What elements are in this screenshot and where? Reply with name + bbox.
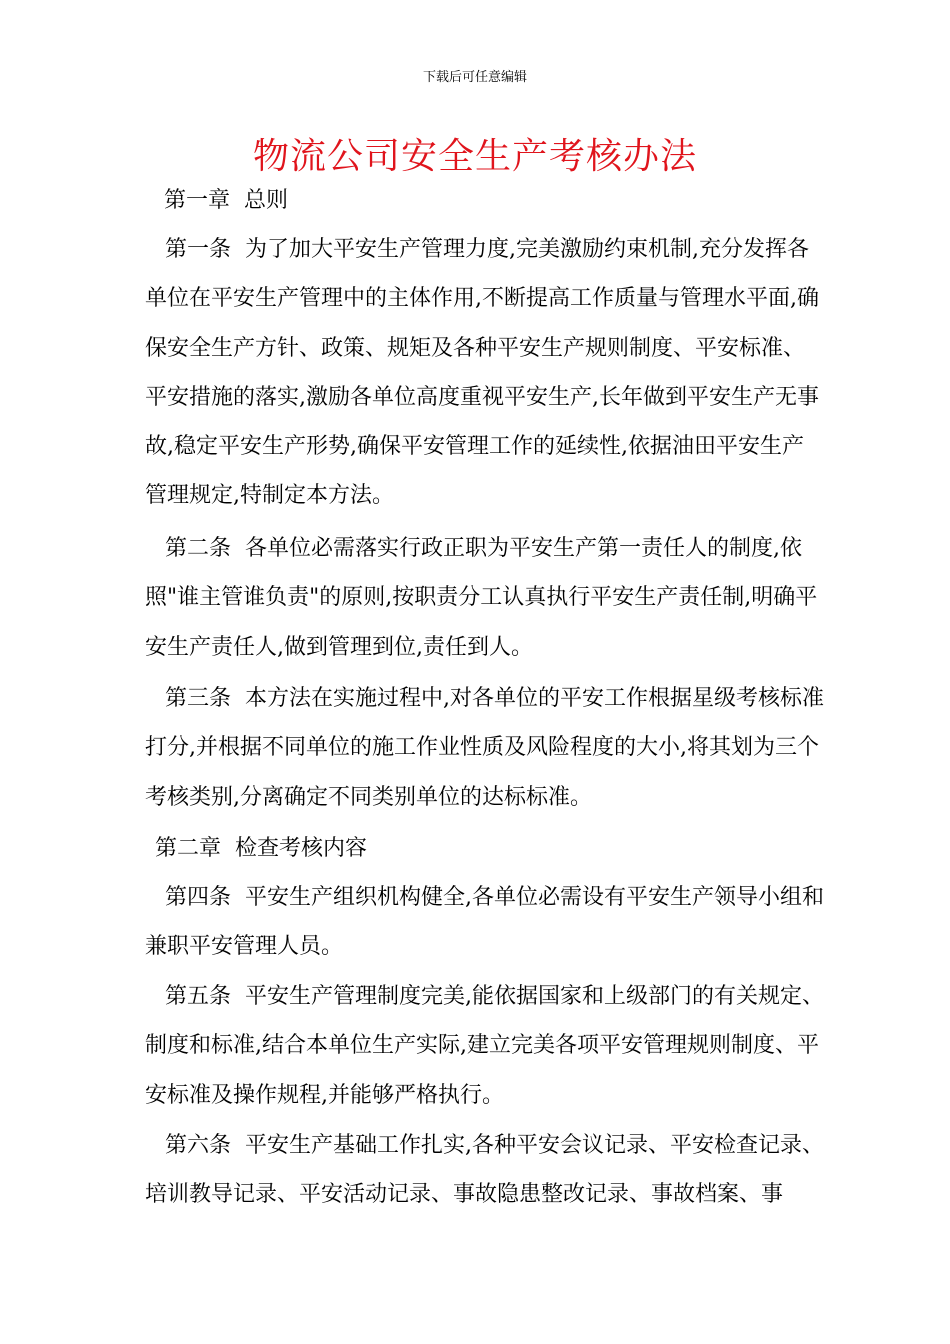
document-title: 物流公司安全生产考核办法 (252, 136, 697, 177)
header-note: 下载后可任意编辑 (422, 70, 527, 85)
article-1: 第一条 为了加大平安生产管理力度,完美激励约束机制,充分发挥各单位在平安生产管理中的主体作用,不断提高工作质量与管理水平面,确保安全生产方针、政策、规矩及各种平安生产规则制度、平安标准、平安措施的落实,激励各单位高度重视平安生产,长年做到平安生产无事故,稳定平安生产形势,确保平安管理工作的延续性,依据油田平安生产管理规定,特制定本方法。 (145, 237, 819, 509)
chapter-heading-2: 第二章 检查考核内容 (155, 836, 367, 861)
article-4: 第四条 平安生产组织机构健全,各单位必需设有平安生产领导小组和兼职平安管理人员。 (145, 885, 824, 960)
article-6: 第六条 平安生产基础工作扎实,各种平安会议记录、平安检查记录、培训教导记录、平安活动记录、事故隐患整改记录、事故档案、事 (145, 1133, 824, 1208)
article-3: 第三条 本方法在实施过程中,对各单位的平安工作根据星级考核标准打分,并根据不同单位的施工作业性质及风险程度的大小,将其划为三个考核类别,分离确定不同类别单位的达标标准。 (145, 686, 824, 810)
chapter-heading-1: 第一章 总则 (164, 188, 288, 213)
article-2: 第二条 各单位必需落实行政正职为平安生产第一责任人的制度,依照"谁主管谁负责"的原则,按职责分工认真执行平安生产责任制,明确平安生产责任人,做到管理到位,责任到人。 (145, 536, 818, 660)
article-5: 第五条 平安生产管理制度完美,能依据国家和上级部门的有关规定、制度和标准,结合本单位生产实际,建立完美各项平安管理规则制度、平安标准及操作规程,并能够严格执行。 (145, 984, 824, 1108)
